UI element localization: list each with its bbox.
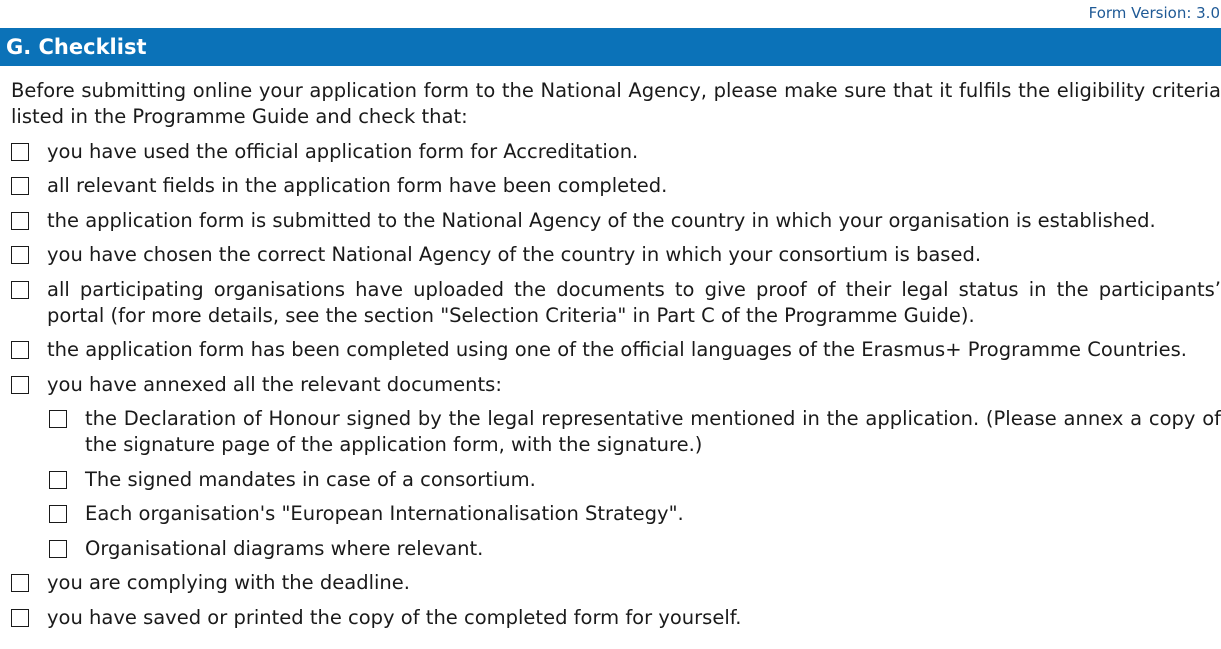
checklist-item-correct-na xyxy=(11,242,1221,268)
checklist-item-legal-status-docs xyxy=(11,277,1221,329)
checkbox[interactable] xyxy=(11,574,29,592)
checkbox[interactable] xyxy=(11,341,29,359)
checkbox[interactable] xyxy=(11,212,29,230)
checklist-item-label: the application form has been completed using one of the official languages of the Erasmus+ Programme Countries. xyxy=(47,338,1187,361)
checklist-item-label: you have used the official application form for Accreditation. xyxy=(47,139,639,163)
form-version-label: Form Version: 3.0 xyxy=(1088,4,1220,22)
checkbox[interactable] xyxy=(49,410,67,428)
checklist-item-annexed-documents xyxy=(11,372,1221,398)
checklist-item-label: you have chosen the correct National Agency of the country in which your consortium is based. xyxy=(47,243,982,266)
checklist-item-label: The signed mandates in case of a consortium. xyxy=(85,467,536,491)
checklist-item-label: all participating organisations have uploaded the documents to give proof of their legal status in the participants’ portal (for more details, see the section "Selection Criteria" in Part C of the Programme Guide). xyxy=(47,277,1221,327)
checklist-subitem-internationalisation-strategy xyxy=(49,501,1221,527)
checkbox[interactable] xyxy=(49,505,67,523)
checklist-content xyxy=(11,78,1221,631)
checkbox[interactable] xyxy=(11,143,29,161)
checklist-item-label: Each organisation's "European Internationalisation Strategy". xyxy=(85,502,684,525)
checkbox[interactable] xyxy=(11,177,29,195)
checklist-subitem-declaration-of-honour xyxy=(49,406,1221,458)
checklist-item-label: you have annexed all the relevant documents: xyxy=(47,372,502,396)
checklist-intro: Before submitting online your application form to the National Agency, please make sure that it fulfils the eligibility criteria listed in the Programme Guide and check that: xyxy=(11,79,1221,128)
checkbox[interactable] xyxy=(11,281,29,299)
checkbox[interactable] xyxy=(49,471,67,489)
checklist-item-label: the Declaration of Honour signed by the legal representative mentioned in the application. (Please annex a copy of the signature page of the application form, with the signature.) xyxy=(85,407,1221,456)
checklist-item-official-language xyxy=(11,337,1221,363)
checklist-subitem-organisational-diagrams xyxy=(49,536,1221,562)
checklist-item-deadline xyxy=(11,570,1221,596)
checklist-item-label: you are complying with the deadline. xyxy=(47,571,410,594)
checkbox[interactable] xyxy=(11,246,29,264)
checklist-item-label: you have saved or printed the copy of the completed form for yourself. xyxy=(47,605,742,629)
checklist-item-official-form xyxy=(11,139,1221,165)
checklist-item-saved-copy xyxy=(11,605,1221,631)
checklist-item-label: Organisational diagrams where relevant. xyxy=(85,536,484,560)
checklist-item-label: all relevant fields in the application form have been completed. xyxy=(47,174,668,197)
section-header: G. Checklist xyxy=(0,28,1221,66)
checkbox[interactable] xyxy=(11,609,29,627)
checkbox[interactable] xyxy=(11,376,29,394)
checklist-item-submitted-to-na xyxy=(11,208,1221,234)
checklist-subitem-signed-mandates xyxy=(49,467,1221,493)
checklist-item-label: the application form is submitted to the National Agency of the country in which your organisation is established. xyxy=(47,208,1156,232)
checklist-item-fields-completed xyxy=(11,173,1221,199)
checkbox[interactable] xyxy=(49,540,67,558)
